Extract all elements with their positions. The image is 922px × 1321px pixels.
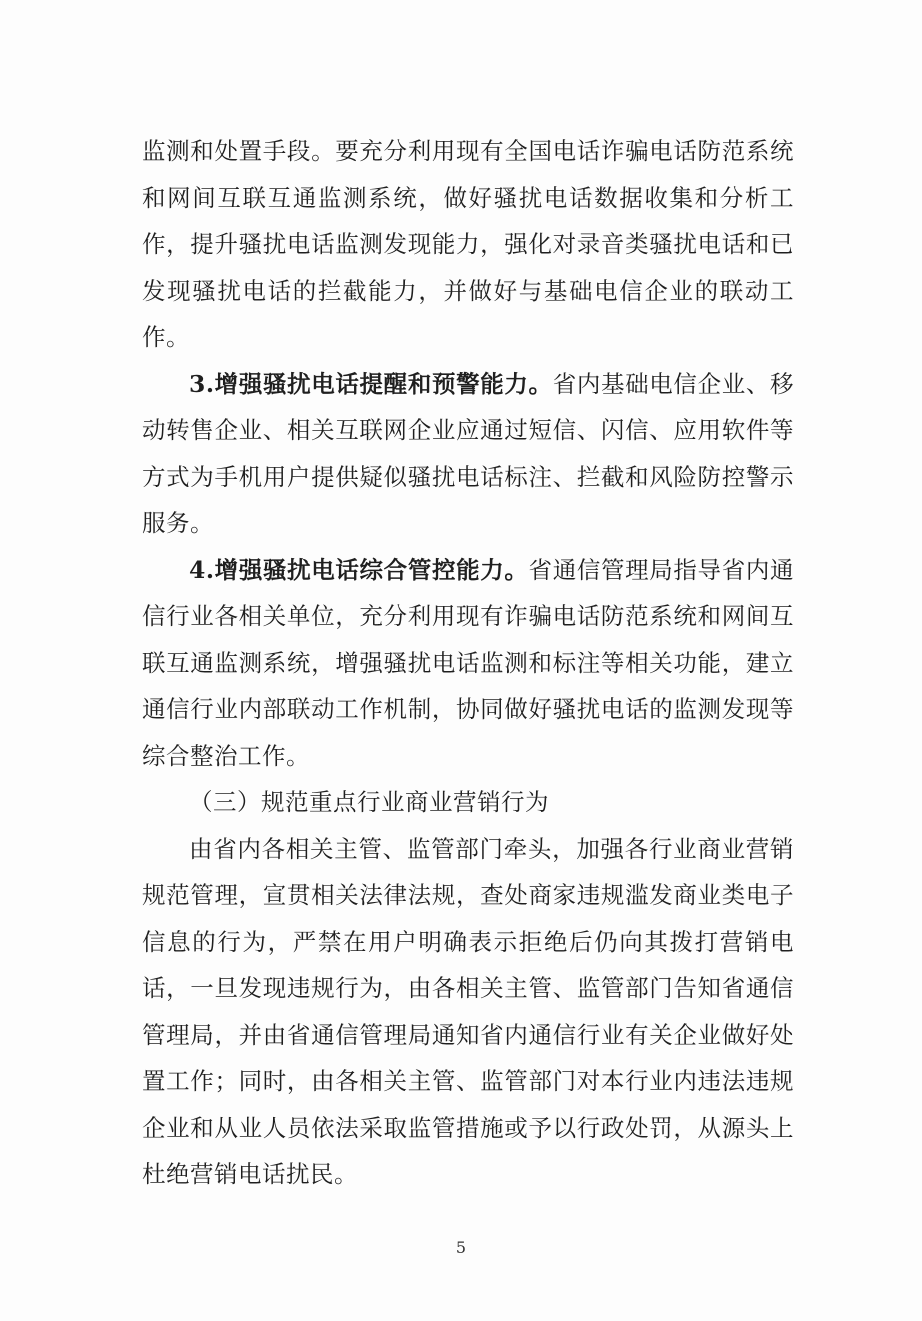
item-3-body: 省内基础电信企业、移动转售企业、相关互联网企业应通过短信、闪信、应用软件等方式为手机用户提供疑似骚扰电话标注、拦截和风险防控警示服务。 — [142, 369, 794, 537]
paragraph-monitoring: 监测和处置手段。要充分利用现有全国电话诈骗电话防范系统和网间互联互通监测系统，做好骚扰电话数据收集和分析工作，提升骚扰电话监测发现能力，强化对录音类骚扰电话和已发现骚扰电话的拦截能力，并做好与基础电信企业的联动工作。 — [142, 137, 794, 351]
paragraph-marketing: 由省内各相关主管、监管部门牵头，加强各行业商业营销规范管理，宣贯相关法律法规，查处商家违规滥发商业类电子信息的行为，严禁在用户明确表示拒绝后仍向其拨打营销电话，一旦发现违规行为，由各相关主管、监管部门告知省通信管理局，并由省通信管理局通知省内通信行业有关企业做好处置工作；同时，由各相关主管、监管部门对本行业内违法违规企业和从业人员依法采取监管措施或予以行政处罚，从源头上杜绝营销电话扰民。 — [142, 834, 794, 1188]
item-4-body: 省通信管理局指导省内通信行业各相关单位，充分利用现有诈骗电话防范系统和网间互联互通监测系统，增强骚扰电话监测和标注等相关功能，建立通信行业内部联动工作机制，协同做好骚扰电话的监测发现等综合整治工作。 — [142, 555, 794, 770]
page-number: 5 — [455, 1238, 467, 1257]
paragraph-item-4 — [142, 547, 794, 780]
item-4-heading: 4.增强骚扰电话综合管控能力。 — [189, 555, 529, 584]
document-body — [142, 128, 794, 1198]
section-heading: （三）规范重点行业商业营销行为 — [189, 788, 549, 816]
item-3-heading: 3.增强骚扰电话提醒和预警能力。 — [189, 369, 553, 398]
paragraph-item-3 — [142, 361, 794, 547]
